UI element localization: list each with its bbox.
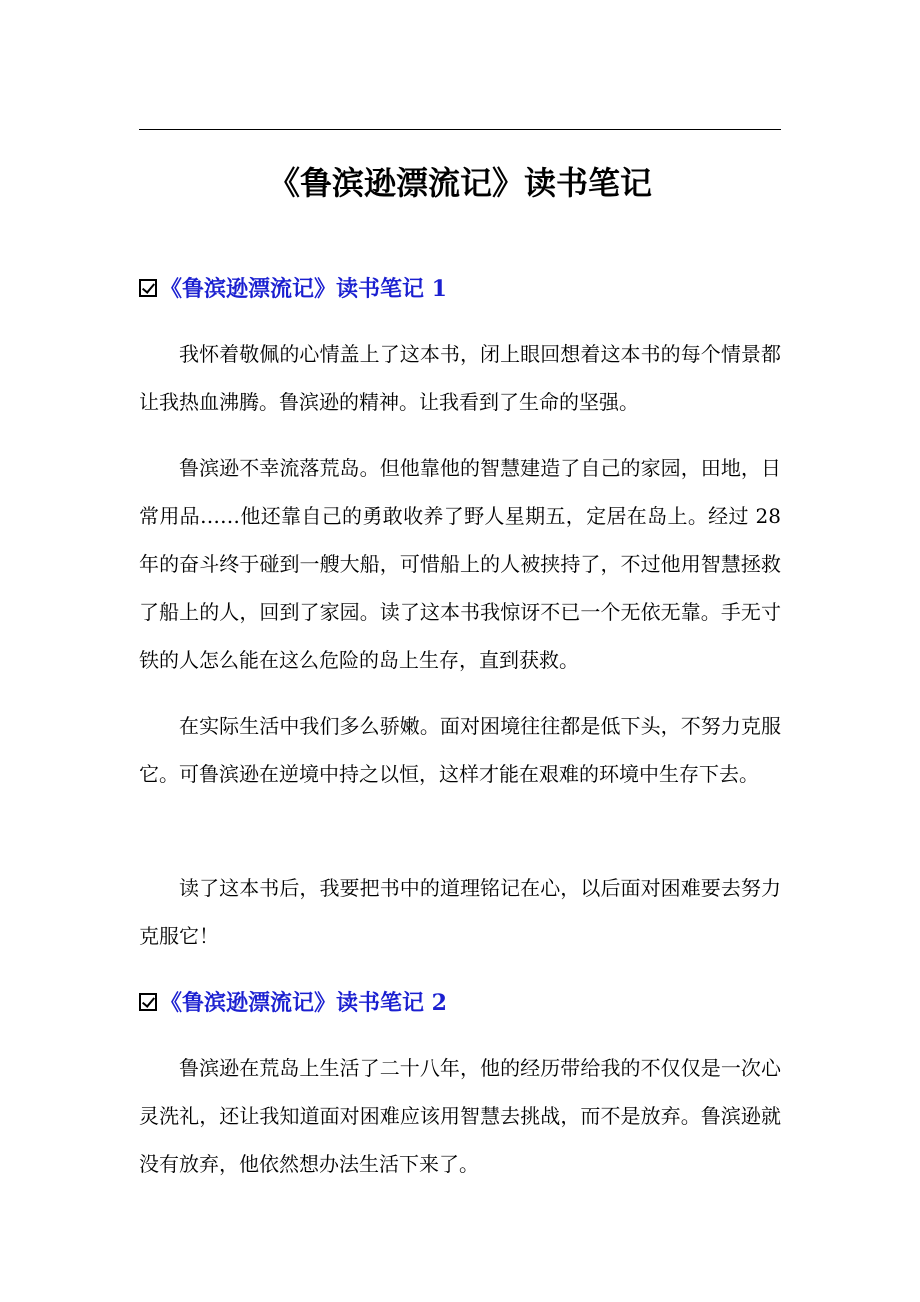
paragraph: 在实际生活中我们多么骄嫩。面对困境往往都是低下头，不努力克服它。可鲁滨逊在逆境中持之以恒，这样才能在艰难的环境中生存下去。: [139, 714, 781, 786]
paragraph: 鲁滨逊不幸流落荒岛。但他靠他的智慧建造了自己的家园，田地，日常用品……他还靠自己的勇敢收养了野人星期五，定居在岛上。经过 28 年的奋斗终于碰到一艘大船，可惜船上的人被挟持了，不过他用智慧拯救了船上的人，回到了家园。读了这本书我惊讶不已一个无依无靠。手无寸铁的人怎么能在这么危险的岛上生存，直到获救。: [139, 456, 781, 672]
section-heading-1: [139, 273, 781, 305]
section-heading-text: 《鲁滨逊漂流记》读书笔记 1: [160, 276, 447, 302]
paragraph: 鲁滨逊在荒岛上生活了二十八年，他的经历带给我的不仅仅是一次心灵洗礼，还让我知道面对困难应该用智慧去挑战，而不是放弃。鲁滨逊就没有放弃，他依然想办法生活下来了。: [139, 1056, 781, 1176]
document-title: 《鲁滨逊漂流记》读书笔记: [267, 164, 652, 202]
paragraph: 读了这本书后，我要把书中的道理铭记在心，以后面对困难要去努力克服它！: [139, 876, 781, 948]
section-heading-2: [139, 987, 781, 1019]
paragraph: 我怀着敬佩的心情盖上了这本书，闭上眼回想着这本书的每个情景都让我热血沸腾。鲁滨逊的精神。让我看到了生命的坚强。: [139, 342, 781, 414]
checked-box-icon: [139, 279, 157, 297]
checked-box-icon: [139, 993, 157, 1011]
section-heading-text: 《鲁滨逊漂流记》读书笔记 2: [160, 990, 447, 1016]
header-rule: [139, 129, 781, 130]
